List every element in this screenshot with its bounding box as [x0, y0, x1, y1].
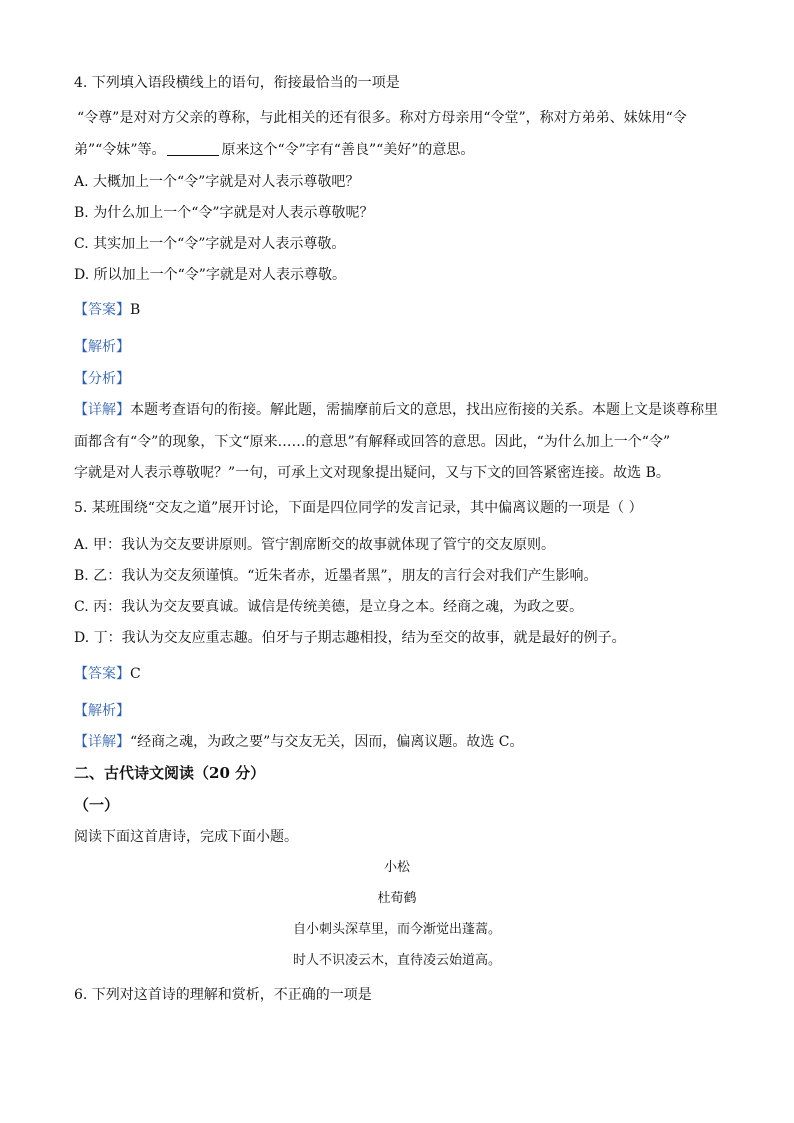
answer-tag: 【答案】 — [74, 666, 130, 682]
section-subheading: （一） — [74, 796, 120, 814]
q4-analysis-tag: 【解析】 — [74, 339, 130, 355]
q5-option-b: B. 乙：我认为交友须谨慎。“近朱者赤，近墨者黑”，朋友的言行会对我们产生影响。 — [74, 568, 598, 584]
q5-stem: 5. 某班围绕“交友之道”展开讨论，下面是四位同学的发言记录，其中偏离议题的一项是（ ） — [74, 500, 643, 516]
detail-text: “经商之魂，为政之要”与交友无关，因而，偏离议题。故选 C。 — [130, 734, 524, 750]
q5-answer — [74, 664, 141, 684]
q5-option-d: D. 丁：我认为交友应重志趣。伯牙与子期志趣相投，结为至交的故事，就是最好的例子。 — [74, 630, 626, 646]
q5-option-a: A. 甲：我认为交友要讲原则。管宁割席断交的故事就体现了管宁的交友原则。 — [74, 537, 556, 553]
q4-fenxi-tag: 【分析】 — [74, 371, 130, 387]
answer-value: B — [130, 302, 141, 318]
q6-stem: 6. 下列对这首诗的理解和赏析，不正确的一项是 — [74, 987, 372, 1003]
detail-text: 本题考查语句的衔接。解此题，需揣摩前后文的意思，找出应衔接的关系。本题上文是谈尊称里 — [130, 402, 718, 418]
fill-in-blank — [167, 141, 219, 156]
q4-option-c: C. 其实加上一个“令”字就是对人表示尊敬。 — [74, 236, 346, 252]
q4-passage-line-2 — [74, 140, 474, 160]
q4-passage-part-a: 弟”“令妹”等。 — [74, 142, 166, 158]
q4-detail-line-3: 字就是对人表示尊敬呢？”一句，可承上文对现象提出疑问，又与下文的回答紧密连接。故选 B。 — [74, 465, 670, 481]
q4-passage-line-1: “令尊”是对对方父亲的尊称，与此相关的还有很多。称对方母亲用“令堂”，称对方弟弟、妹妹用“令 — [77, 110, 687, 126]
q4-detail-line-2: 面都含有“令”的现象，下文“原来……的意思”有解释或回答的意思。因此，“为什么加上一个“令” — [74, 434, 671, 450]
q4-option-a: A. 大概加上一个“令”字就是对人表示尊敬吧？ — [74, 174, 360, 190]
section-intro: 阅读下面这首唐诗，完成下面小题。 — [74, 829, 298, 845]
poem-line-1: 自小刺头深草里，而今渐觉出蓬蒿。 — [292, 922, 501, 937]
q4-answer — [74, 300, 140, 320]
poem-author: 杜荀鹤 — [377, 891, 417, 906]
q4-option-d: D. 所以加上一个“令”字就是对人表示尊敬。 — [74, 267, 346, 283]
detail-tag: 【详解】 — [74, 734, 130, 750]
q5-analysis-tag: 【解析】 — [74, 703, 130, 719]
q5-detail — [74, 732, 523, 752]
q4-detail-line-1 — [74, 400, 718, 420]
detail-tag: 【详解】 — [74, 402, 130, 418]
q4-stem: 4. 下列填入语段横线上的语句，衔接最恰当的一项是 — [74, 75, 400, 91]
q5-option-c: C. 丙：我认为交友要真诚。诚信是传统美德，是立身之本。经商之魂，为政之要。 — [74, 599, 584, 615]
q4-passage-part-b: 原来这个“令”字有“善良”“美好”的意思。 — [221, 142, 475, 158]
poem-title: 小松 — [383, 860, 410, 875]
q4-option-b: B. 为什么加上一个“令”字就是对人表示尊敬呢？ — [74, 205, 374, 221]
answer-tag: 【答案】 — [74, 302, 130, 318]
section-heading: 二、古代诗文阅读（20 分） — [74, 764, 266, 782]
answer-value: C — [130, 666, 141, 682]
poem-line-2: 时人不识凌云木，直待凌云始道高。 — [292, 953, 501, 968]
